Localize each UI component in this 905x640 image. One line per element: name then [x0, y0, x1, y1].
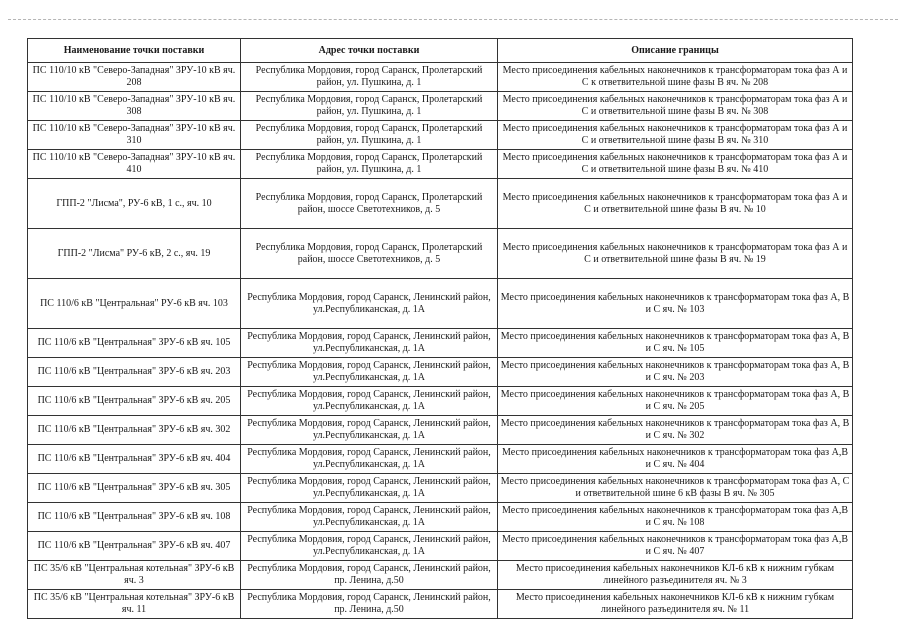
cell-point-name: ПС 110/6 кВ "Центральная" ЗРУ-6 кВ яч. 205 — [28, 387, 241, 416]
table-row — [28, 179, 853, 229]
cell-point-name: ПС 110/10 кВ "Северо-Западная" ЗРУ-10 кВ яч. 308 — [28, 92, 241, 121]
cell-boundary: Место присоединения кабельных наконечников к трансформаторам тока фаз А и С и ответвительной шине фазы В яч. № 308 — [498, 92, 853, 121]
cell-address: Республика Мордовия, город Саранск, Ленинский район, ул.Республиканская, д. 1А — [241, 474, 498, 503]
header-boundary: Описание границы — [498, 39, 853, 63]
cell-address: Республика Мордовия, город Саранск, Пролетарский район, шоссе Светотехников, д. 5 — [241, 229, 498, 279]
cell-address: Республика Мордовия, город Саранск, Пролетарский район, ул. Пушкина, д. 1 — [241, 150, 498, 179]
cell-point-name: ПС 110/6 кВ "Центральная" ЗРУ-6 кВ яч. 407 — [28, 532, 241, 561]
cell-boundary: Место присоединения кабельных наконечников к трансформаторам тока фаз А,В и С яч. № 404 — [498, 445, 853, 474]
cell-address: Республика Мордовия, город Саранск, Ленинский район, ул.Республиканская, д. 1А — [241, 532, 498, 561]
table-row — [28, 358, 853, 387]
header-address: Адрес точки поставки — [241, 39, 498, 63]
cell-boundary: Место присоединения кабельных наконечников к трансформаторам тока фаз А,В и С яч. № 108 — [498, 503, 853, 532]
table-header-row — [28, 39, 853, 63]
cell-address: Республика Мордовия, город Саранск, Ленинский район, ул.Республиканская, д. 1А — [241, 279, 498, 329]
table-row — [28, 279, 853, 329]
table-row — [28, 387, 853, 416]
cell-boundary: Место присоединения кабельных наконечников к трансформаторам тока фаз А, В и С яч. № 302 — [498, 416, 853, 445]
cell-address: Республика Мордовия, город Саранск, Пролетарский район, ул. Пушкина, д. 1 — [241, 121, 498, 150]
header-name: Наименование точки поставки — [28, 39, 241, 63]
cell-point-name: ПС 110/6 кВ "Центральная" РУ-6 кВ яч. 103 — [28, 279, 241, 329]
table-row — [28, 532, 853, 561]
cell-boundary: Место присоединения кабельных наконечников к трансформаторам тока фаз А, В и С яч. № 105 — [498, 329, 853, 358]
cell-boundary: Место присоединения кабельных наконечников к трансформаторам тока фаз А и С и ответвительной шине фазы В яч. № 410 — [498, 150, 853, 179]
cell-address: Республика Мордовия, город Саранск, Пролетарский район, ул. Пушкина, д. 1 — [241, 63, 498, 92]
table-row — [28, 121, 853, 150]
table-row — [28, 561, 853, 590]
cell-point-name: ГПП-2 "Лисма", РУ-6 кВ, 1 с., яч. 10 — [28, 179, 241, 229]
table-row — [28, 229, 853, 279]
table-row — [28, 92, 853, 121]
cell-address: Республика Мордовия, город Саранск, Ленинский район, ул.Республиканская, д. 1А — [241, 503, 498, 532]
cell-address: Республика Мордовия, город Саранск, Ленинский район, ул.Республиканская, д. 1А — [241, 358, 498, 387]
cell-boundary: Место присоединения кабельных наконечников КЛ-6 кВ к нижним губкам линейного разъединителя яч. № 3 — [498, 561, 853, 590]
table-row — [28, 445, 853, 474]
cell-point-name: ПС 110/6 кВ "Центральная" ЗРУ-6 кВ яч. 302 — [28, 416, 241, 445]
cell-boundary: Место присоединения кабельных наконечников к трансформаторам тока фаз А, В и С яч. № 205 — [498, 387, 853, 416]
cell-point-name: ПС 35/6 кВ "Центральная котельная" ЗРУ-6 кВ яч. 11 — [28, 590, 241, 619]
delivery-points-table — [27, 38, 853, 619]
table-row — [28, 329, 853, 358]
cell-boundary: Место присоединения кабельных наконечников к трансформаторам тока фаз А, В и С яч. № 103 — [498, 279, 853, 329]
cell-boundary: Место присоединения кабельных наконечников к трансформаторам тока фаз А, В и С яч. № 203 — [498, 358, 853, 387]
cell-address: Республика Мордовия, город Саранск, Ленинский район, пр. Ленина, д.50 — [241, 561, 498, 590]
cell-point-name: ПС 110/10 кВ "Северо-Западная" ЗРУ-10 кВ яч. 410 — [28, 150, 241, 179]
cell-address: Республика Мордовия, город Саранск, Ленинский район, ул.Республиканская, д. 1А — [241, 387, 498, 416]
cell-address: Республика Мордовия, город Саранск, Пролетарский район, шоссе Светотехников, д. 5 — [241, 179, 498, 229]
table-row — [28, 63, 853, 92]
cell-boundary: Место присоединения кабельных наконечников к трансформаторам тока фаз А и С к ответвительной шине фазы В яч. № 208 — [498, 63, 853, 92]
cell-point-name: ПС 110/10 кВ "Северо-Западная" ЗРУ-10 кВ яч. 310 — [28, 121, 241, 150]
table-row — [28, 590, 853, 619]
cell-boundary: Место присоединения кабельных наконечников к трансформаторам тока фаз А, С и ответвительной шине 6 кВ фазы В яч. № 305 — [498, 474, 853, 503]
cell-boundary: Место присоединения кабельных наконечников к трансформаторам тока фаз А и С и ответвительной шине фазы В яч. № 19 — [498, 229, 853, 279]
cell-boundary: Место присоединения кабельных наконечников к трансформаторам тока фаз А,В и С яч. № 407 — [498, 532, 853, 561]
cell-point-name: ПС 110/6 кВ "Центральная" ЗРУ-6 кВ яч. 203 — [28, 358, 241, 387]
table-row — [28, 503, 853, 532]
cell-point-name: ПС 110/10 кВ "Северо-Западная" ЗРУ-10 кВ яч. 208 — [28, 63, 241, 92]
cell-address: Республика Мордовия, город Саранск, Пролетарский район, ул. Пушкина, д. 1 — [241, 92, 498, 121]
table-row — [28, 416, 853, 445]
cell-point-name: ПС 35/6 кВ "Центральная котельная" ЗРУ-6 кВ яч. 3 — [28, 561, 241, 590]
table-row — [28, 150, 853, 179]
page-top-rule — [8, 19, 898, 20]
cell-boundary: Место присоединения кабельных наконечников к трансформаторам тока фаз А и С и ответвительной шине фазы В яч. № 310 — [498, 121, 853, 150]
cell-point-name: ПС 110/6 кВ "Центральная" ЗРУ-6 кВ яч. 108 — [28, 503, 241, 532]
cell-boundary: Место присоединения кабельных наконечников к трансформаторам тока фаз А и С и ответвительной шине фазы В яч. № 10 — [498, 179, 853, 229]
cell-point-name: ПС 110/6 кВ "Центральная" ЗРУ-6 кВ яч. 305 — [28, 474, 241, 503]
cell-point-name: ГПП-2 "Лисма" РУ-6 кВ, 2 с., яч. 19 — [28, 229, 241, 279]
cell-address: Республика Мордовия, город Саранск, Ленинский район, пр. Ленина, д.50 — [241, 590, 498, 619]
cell-point-name: ПС 110/6 кВ "Центральная" ЗРУ-6 кВ яч. 404 — [28, 445, 241, 474]
cell-boundary: Место присоединения кабельных наконечников КЛ-6 кВ к нижним губкам линейного разъединителя яч. № 11 — [498, 590, 853, 619]
cell-address: Республика Мордовия, город Саранск, Ленинский район, ул.Республиканская, д. 1А — [241, 329, 498, 358]
cell-address: Республика Мордовия, город Саранск, Ленинский район, ул.Республиканская, д. 1А — [241, 445, 498, 474]
cell-address: Республика Мордовия, город Саранск, Ленинский район, ул.Республиканская, д. 1А — [241, 416, 498, 445]
table-row — [28, 474, 853, 503]
cell-point-name: ПС 110/6 кВ "Центральная" ЗРУ-6 кВ яч. 105 — [28, 329, 241, 358]
